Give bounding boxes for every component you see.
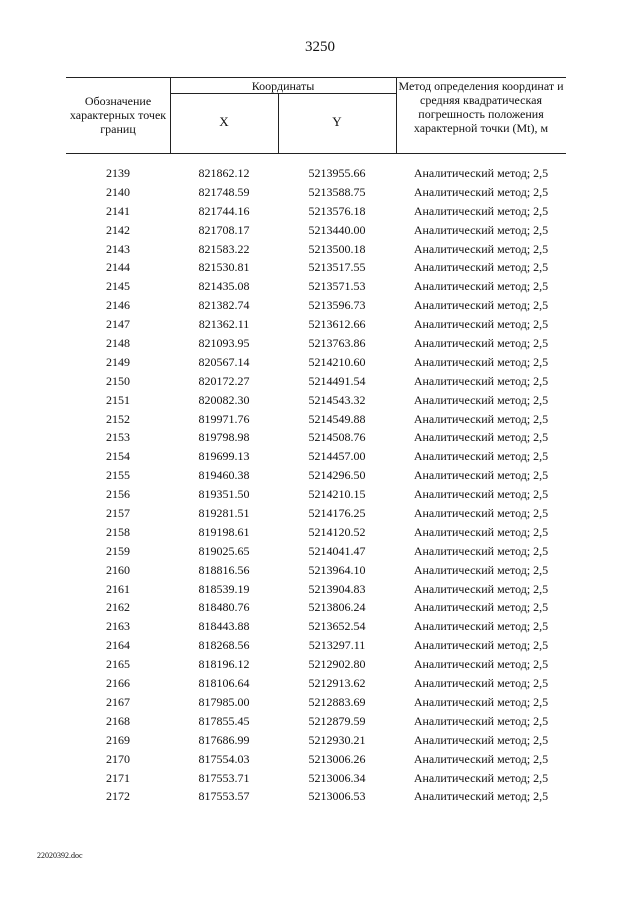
point-number: 2169 [106, 732, 130, 747]
method-cell: Аналитический метод; 2,5 [413, 411, 549, 426]
coord-x: 818539.19 [198, 581, 250, 596]
coord-x: 820567.14 [198, 354, 250, 369]
point-number: 2141 [106, 203, 130, 218]
table-row [66, 277, 566, 296]
point-number: 2157 [106, 506, 130, 521]
point-number: 2144 [106, 260, 130, 275]
point-number: 2161 [106, 581, 130, 596]
point-number: 2155 [106, 468, 130, 483]
method-cell: Аналитический метод; 2,5 [413, 524, 549, 539]
table-row [66, 258, 566, 277]
header-divider [170, 93, 396, 94]
point-number: 2148 [106, 336, 130, 351]
method-cell: Аналитический метод; 2,5 [413, 562, 549, 577]
method-cell: Аналитический метод; 2,5 [413, 543, 549, 558]
coord-x: 817686.99 [198, 732, 250, 747]
coord-y: 5213500.18 [308, 241, 366, 256]
coord-x: 817855.45 [198, 713, 250, 728]
header-coordinates: Координаты [251, 79, 315, 93]
coord-x: 819281.51 [198, 506, 250, 521]
point-number: 2154 [106, 449, 130, 464]
page-number: 3250 [305, 39, 335, 55]
table-row [66, 787, 566, 806]
point-number: 2160 [106, 562, 130, 577]
table-row [66, 428, 566, 447]
coord-x: 821093.95 [198, 336, 250, 351]
method-cell: Аналитический метод; 2,5 [413, 166, 549, 180]
coord-y: 5214296.50 [308, 468, 366, 483]
method-cell: Аналитический метод; 2,5 [413, 770, 549, 785]
coord-x: 821748.59 [198, 184, 250, 199]
coord-y: 5214210.60 [308, 354, 366, 369]
point-number: 2163 [106, 619, 130, 634]
coord-x: 821708.17 [198, 222, 250, 237]
coord-y: 5213763.86 [308, 336, 366, 351]
point-number: 2166 [106, 676, 130, 691]
coord-x: 817553.71 [198, 770, 250, 785]
method-cell: Аналитический метод; 2,5 [413, 317, 549, 332]
coord-y: 5213588.75 [308, 184, 366, 199]
table-row [66, 693, 566, 712]
method-cell: Аналитический метод; 2,5 [413, 203, 549, 218]
point-number: 2152 [106, 411, 130, 426]
table-row [66, 504, 566, 523]
table-row [66, 542, 566, 561]
coord-x: 821583.22 [198, 241, 250, 256]
table-row [66, 353, 566, 372]
coord-y: 5214120.52 [308, 524, 366, 539]
table-row [66, 372, 566, 391]
method-cell: Аналитический метод; 2,5 [413, 184, 549, 199]
method-cell: Аналитический метод; 2,5 [413, 373, 549, 388]
coord-y: 5213576.18 [308, 203, 366, 218]
coord-x: 819351.50 [198, 487, 250, 502]
coord-x: 819699.13 [198, 449, 250, 464]
method-cell: Аналитический метод; 2,5 [413, 241, 549, 256]
table-row [66, 221, 566, 240]
table-row [66, 183, 566, 202]
coord-x: 818106.64 [198, 676, 250, 691]
footer-filename: 22020392.doc [37, 851, 83, 860]
method-cell: Аналитический метод; 2,5 [413, 449, 549, 464]
method-cell: Аналитический метод; 2,5 [413, 430, 549, 445]
coord-x: 818268.56 [198, 638, 250, 653]
method-cell: Аналитический метод; 2,5 [413, 619, 549, 634]
coord-y: 5214549.88 [308, 411, 366, 426]
table-row [66, 523, 566, 542]
method-cell: Аналитический метод; 2,5 [413, 676, 549, 691]
coord-y: 5214491.54 [308, 373, 366, 388]
coord-x: 819198.61 [198, 524, 250, 539]
table-row [66, 391, 566, 410]
method-cell: Аналитический метод; 2,5 [413, 600, 549, 615]
table-row [66, 466, 566, 485]
coord-y: 5213517.55 [308, 260, 366, 275]
table-row [66, 655, 566, 674]
method-cell: Аналитический метод; 2,5 [413, 468, 549, 483]
coord-x: 819971.76 [198, 411, 250, 426]
point-number: 2142 [106, 222, 130, 237]
coord-x: 821530.81 [198, 260, 250, 275]
coord-y: 5213006.53 [308, 789, 366, 804]
coord-y: 5214176.25 [308, 506, 366, 521]
point-number: 2156 [106, 487, 130, 502]
coord-y: 5214457.00 [308, 449, 366, 464]
coord-y: 5214210.15 [308, 487, 366, 502]
point-number: 2153 [106, 430, 130, 445]
point-number: 2165 [106, 657, 130, 672]
coord-y: 5213806.24 [308, 600, 366, 615]
coord-x: 821362.11 [198, 317, 250, 332]
point-number: 2143 [106, 241, 130, 256]
method-cell: Аналитический метод; 2,5 [413, 751, 549, 766]
coord-y: 5213612.66 [308, 317, 366, 332]
table-row [66, 674, 566, 693]
coord-y: 5214543.32 [308, 392, 366, 407]
table-body [66, 164, 566, 806]
method-cell: Аналитический метод; 2,5 [413, 392, 549, 407]
table-row [66, 164, 566, 183]
coord-x: 821435.08 [198, 279, 250, 294]
coord-y: 5212902.80 [308, 657, 366, 672]
coord-x: 820082.30 [198, 392, 250, 407]
header-designation: Обозначение характерных точек границ [69, 94, 167, 136]
coord-y: 5212930.21 [308, 732, 366, 747]
point-number: 2167 [106, 694, 130, 709]
table-row [66, 561, 566, 580]
point-number: 2145 [106, 279, 130, 294]
coord-y: 5213652.54 [308, 619, 366, 634]
table-row [66, 296, 566, 315]
coord-y: 5213297.11 [308, 638, 366, 653]
coord-x: 819798.98 [198, 430, 250, 445]
method-cell: Аналитический метод; 2,5 [413, 638, 549, 653]
coord-x: 817985.00 [198, 694, 250, 709]
table-row [66, 485, 566, 504]
point-number: 2164 [106, 638, 130, 653]
point-number: 2146 [106, 298, 130, 313]
coord-y: 5212913.62 [308, 676, 366, 691]
point-number: 2149 [106, 354, 130, 369]
point-number: 2139 [106, 166, 130, 180]
coord-x: 820172.27 [198, 373, 250, 388]
table-row [66, 750, 566, 769]
table-row [66, 712, 566, 731]
method-cell: Аналитический метод; 2,5 [413, 657, 549, 672]
coord-y: 5213964.10 [308, 562, 366, 577]
point-number: 2150 [106, 373, 130, 388]
table-row [66, 410, 566, 429]
coord-x: 819460.38 [198, 468, 250, 483]
method-cell: Аналитический метод; 2,5 [413, 260, 549, 275]
coord-y: 5214508.76 [308, 430, 366, 445]
point-number: 2168 [106, 713, 130, 728]
coord-y: 5213596.73 [308, 298, 366, 313]
point-number: 2158 [106, 524, 130, 539]
table-row [66, 731, 566, 750]
method-cell: Аналитический метод; 2,5 [413, 354, 549, 369]
coord-y: 5213440.00 [308, 222, 366, 237]
coord-y: 5212883.69 [308, 694, 366, 709]
method-cell: Аналитический метод; 2,5 [413, 506, 549, 521]
coord-y: 5213571.53 [308, 279, 366, 294]
method-cell: Аналитический метод; 2,5 [413, 713, 549, 728]
table-row [66, 769, 566, 788]
method-cell: Аналитический метод; 2,5 [413, 732, 549, 747]
table-row [66, 580, 566, 599]
table-row [66, 598, 566, 617]
method-cell: Аналитический метод; 2,5 [413, 581, 549, 596]
table-row [66, 240, 566, 259]
coord-y: 5213955.66 [308, 166, 366, 180]
table-header [66, 77, 566, 154]
coord-y: 5213006.34 [308, 770, 366, 785]
coord-x: 818443.88 [198, 619, 250, 634]
coord-y: 5213006.26 [308, 751, 366, 766]
table-row [66, 447, 566, 466]
point-number: 2162 [106, 600, 130, 615]
coord-x: 817553.57 [198, 789, 250, 804]
method-cell: Аналитический метод; 2,5 [413, 298, 549, 313]
method-cell: Аналитический метод; 2,5 [413, 694, 549, 709]
coord-x: 819025.65 [198, 543, 250, 558]
table-row [66, 617, 566, 636]
table-row [66, 202, 566, 221]
method-cell: Аналитический метод; 2,5 [413, 279, 549, 294]
coord-x: 821862.12 [198, 166, 250, 180]
table-row [66, 636, 566, 655]
point-number: 2170 [106, 751, 130, 766]
coord-x: 818196.12 [198, 657, 250, 672]
method-cell: Аналитический метод; 2,5 [413, 789, 549, 804]
coord-y: 5212879.59 [308, 713, 366, 728]
point-number: 2159 [106, 543, 130, 558]
coord-x: 817554.03 [198, 751, 250, 766]
point-number: 2140 [106, 184, 130, 199]
table-row [66, 315, 566, 334]
header-y: Y [332, 114, 342, 129]
table-row [66, 334, 566, 353]
coord-x: 821744.16 [198, 203, 250, 218]
point-number: 2171 [106, 770, 130, 785]
header-x: X [219, 114, 229, 129]
point-number: 2151 [106, 392, 130, 407]
coord-x: 818480.76 [198, 600, 250, 615]
header-method: Метод определения координат и средняя квадратическая погрешность положения характерной точки (Mt), м [398, 79, 564, 135]
method-cell: Аналитический метод; 2,5 [413, 222, 549, 237]
coord-y: 5213904.83 [308, 581, 366, 596]
coord-x: 818816.56 [198, 562, 250, 577]
method-cell: Аналитический метод; 2,5 [413, 487, 549, 502]
method-cell: Аналитический метод; 2,5 [413, 336, 549, 351]
coord-x: 821382.74 [198, 298, 250, 313]
point-number: 2172 [106, 789, 130, 804]
point-number: 2147 [106, 317, 130, 332]
coord-y: 5214041.47 [308, 543, 366, 558]
